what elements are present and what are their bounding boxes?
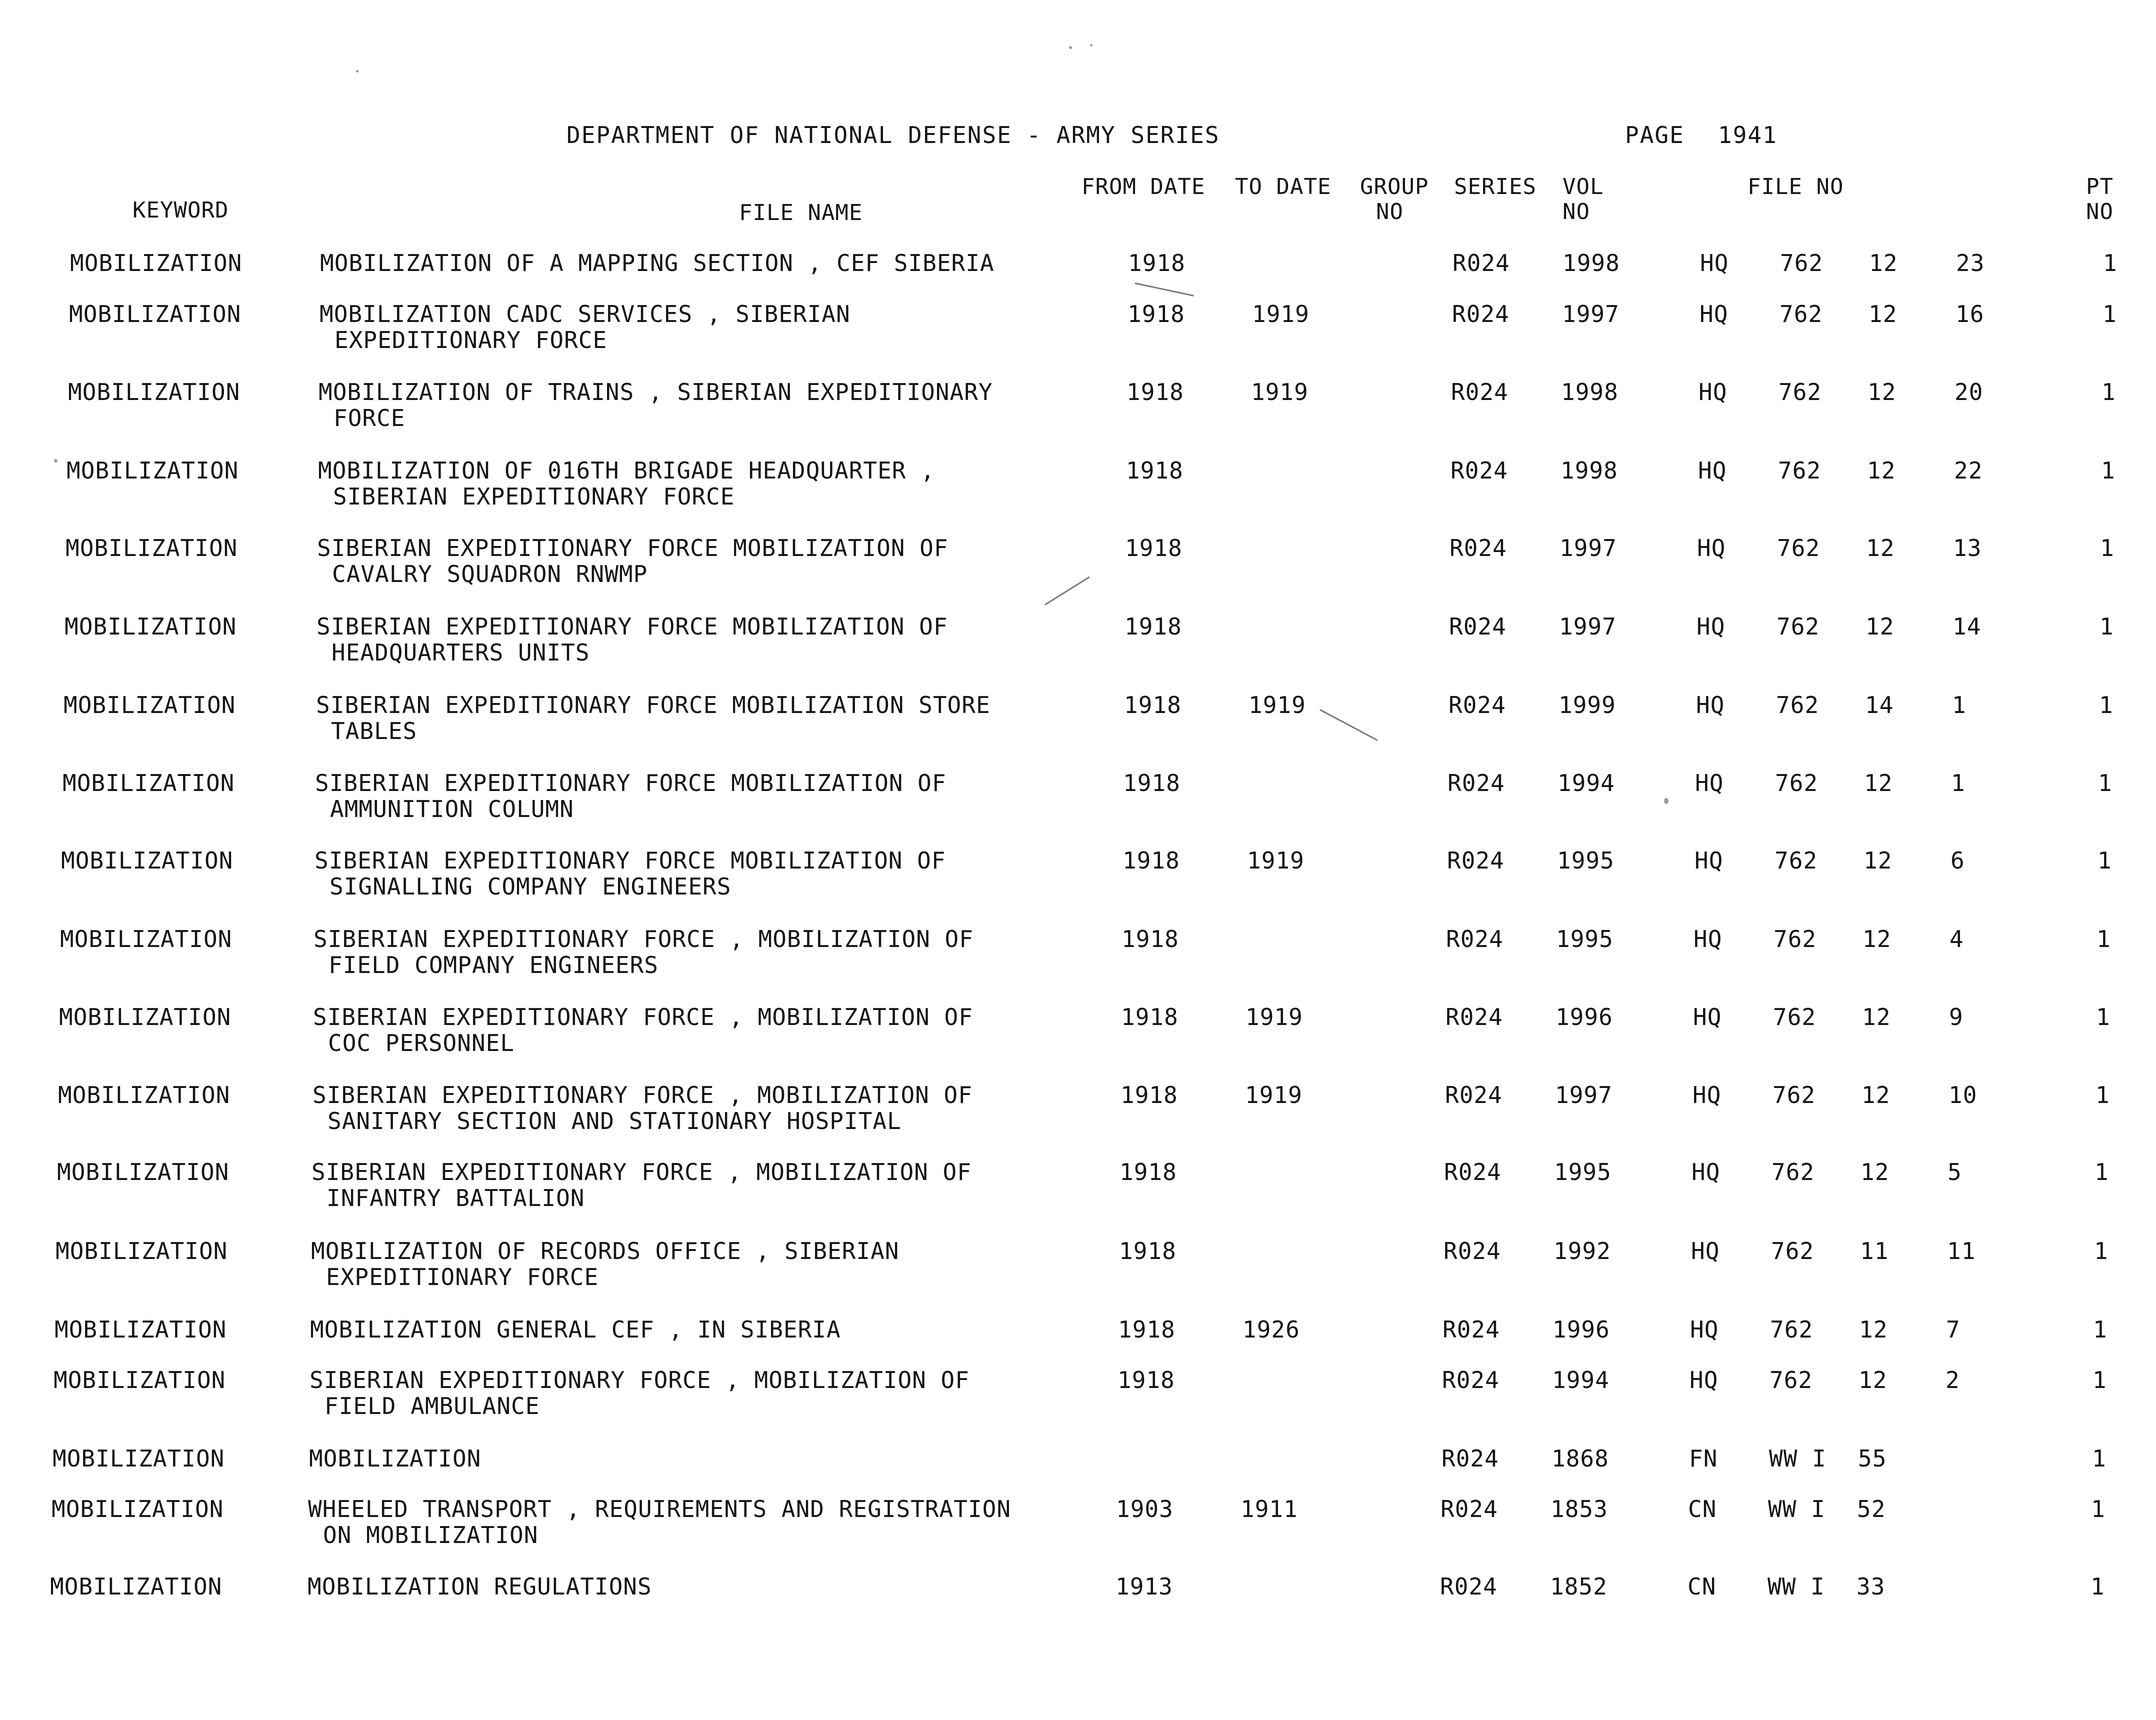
series-cell: R024 (1446, 1004, 1503, 1030)
part-no-cell: 1 (2094, 1238, 2108, 1264)
column-header-vol-no: NO (1562, 199, 1590, 224)
file-no-part2-cell: 762 (1773, 1004, 1816, 1030)
keyword-cell: MOBILIZATION (60, 926, 232, 952)
file-no-part2-cell: 762 (1772, 1082, 1816, 1108)
keyword-cell: MOBILIZATION (59, 1004, 232, 1030)
column-header-keyword: KEYWORD (132, 198, 229, 223)
series-cell: R024 (1440, 1496, 1498, 1522)
file-no-part4-cell: 23 (1956, 250, 1985, 276)
file-no-part3-cell: 12 (1859, 1316, 1888, 1343)
keyword-cell: MOBILIZATION (56, 1238, 228, 1264)
volume-cell: 1997 (1560, 534, 1617, 562)
volume-cell: 1996 (1552, 1316, 1610, 1343)
volume-cell: 1995 (1557, 847, 1614, 874)
file-no-part2-cell: 762 (1770, 1316, 1814, 1343)
scan-speck (54, 459, 58, 462)
from-date-cell: 1918 (1118, 1366, 1175, 1394)
series-cell: R024 (1450, 534, 1507, 562)
file-name-cell: SIBERIAN EXPEDITIONARY FORCE MOBILIZATION OF (314, 847, 946, 874)
from-date-cell: 1918 (1128, 250, 1186, 276)
file-no-part4-cell: 5 (1948, 1158, 1962, 1186)
file-name-cell: SIBERIAN EXPEDITIONARY FORCE , MOBILIZATION OF (310, 1366, 970, 1394)
file-name-continuation: INFANTRY BATTALION (326, 1184, 585, 1212)
file-no-part4-cell: 10 (1948, 1082, 1978, 1108)
file-name-cell: MOBILIZATION GENERAL CEF , IN SIBERIA (310, 1316, 841, 1343)
to-date-cell: 1919 (1246, 1004, 1303, 1030)
keyword-cell: MOBILIZATION (64, 613, 237, 640)
part-no-cell: 1 (2099, 692, 2114, 718)
file-no-part2-cell: 762 (1771, 1238, 1814, 1264)
from-date-cell: 1918 (1128, 300, 1185, 328)
series-cell: R024 (1452, 250, 1510, 276)
file-no-part4-cell: 1 (1951, 770, 1966, 796)
part-no-cell: 1 (2101, 457, 2116, 484)
series-cell: R024 (1446, 926, 1504, 952)
volume-cell: 1852 (1550, 1573, 1608, 1600)
part-no-cell: 1 (2094, 1158, 2109, 1186)
from-date-cell: 1918 (1123, 770, 1180, 796)
column-header-to-date: TO DATE (1235, 174, 1332, 200)
file-no-part2-cell: 762 (1770, 1366, 1813, 1394)
pen-mark (1320, 709, 1378, 741)
from-date-cell: 1918 (1120, 1158, 1177, 1186)
column-header-series: SERIES (1454, 174, 1536, 200)
from-date-cell: 1918 (1124, 692, 1182, 718)
series-cell: R024 (1451, 378, 1508, 406)
to-date-cell: 1911 (1240, 1496, 1298, 1522)
keyword-cell: MOBILIZATION (52, 1496, 224, 1522)
part-no-cell: 1 (2096, 1082, 2110, 1108)
file-no-part3-cell: 12 (1864, 770, 1893, 796)
pen-mark (1135, 282, 1194, 296)
column-header-pt-no: NO (2086, 199, 2114, 224)
file-name-cell: SIBERIAN EXPEDITIONARY FORCE MOBILIZATION OF (317, 534, 948, 562)
page-number: 1941 (1718, 122, 1778, 148)
file-no-part3-cell: 12 (1862, 1082, 1890, 1108)
file-no-part4-cell: 16 (1956, 300, 1984, 328)
file-no-prefix-cell: HQ (1693, 1004, 1722, 1030)
scan-speck (1069, 46, 1072, 49)
file-name-continuation: FIELD AMBULANCE (324, 1392, 540, 1420)
scan-speck (1090, 44, 1092, 46)
file-no-part2-cell: 762 (1778, 378, 1822, 406)
keyword-cell: MOBILIZATION (50, 1573, 222, 1600)
from-date-cell: 1918 (1122, 847, 1180, 874)
keyword-cell: MOBILIZATION (61, 847, 234, 874)
part-no-cell: 1 (2092, 1366, 2107, 1394)
file-no-part4-cell: 9 (1949, 1004, 1964, 1030)
series-cell: R024 (1445, 1082, 1502, 1108)
to-date-cell: 1919 (1252, 300, 1310, 328)
volume-cell: 1997 (1559, 613, 1616, 640)
from-date-cell: 1918 (1124, 613, 1182, 640)
file-no-part2-cell: WW I (1769, 1445, 1826, 1472)
file-no-part4-cell: 22 (1954, 457, 1983, 484)
volume-cell: 1994 (1558, 770, 1615, 796)
part-no-cell: 1 (2098, 770, 2112, 796)
file-no-part3-cell: 12 (1868, 300, 1898, 328)
file-no-prefix-cell: HQ (1696, 613, 1726, 640)
keyword-cell: MOBILIZATION (66, 534, 238, 562)
file-no-prefix-cell: HQ (1694, 926, 1722, 952)
keyword-cell: MOBILIZATION (66, 457, 239, 484)
file-no-part2-cell: 762 (1774, 926, 1817, 952)
file-no-part4-cell: 6 (1950, 847, 1965, 874)
part-no-cell: 1 (2096, 926, 2111, 952)
from-date-cell: 1918 (1119, 1238, 1176, 1264)
keyword-cell: MOBILIZATION (52, 1445, 225, 1472)
to-date-cell: 1919 (1251, 378, 1308, 406)
part-no-cell: 1 (2103, 250, 2118, 276)
file-no-part2-cell: 762 (1780, 250, 1824, 276)
file-no-part2-cell: 762 (1772, 1158, 1815, 1186)
file-name-continuation: FORCE (334, 404, 406, 432)
file-no-part2-cell: 762 (1780, 300, 1823, 328)
keyword-cell: MOBILIZATION (70, 250, 242, 276)
file-no-part4-cell: 20 (1954, 378, 1984, 406)
file-no-prefix-cell: HQ (1692, 1082, 1722, 1108)
file-no-part3-cell: 12 (1864, 847, 1892, 874)
file-no-part3-cell: 12 (1860, 1158, 1890, 1186)
file-no-part3-cell: 12 (1866, 534, 1895, 562)
document-title: DEPARTMENT OF NATIONAL DEFENSE - ARMY SERIES (566, 122, 1220, 148)
keyword-cell: MOBILIZATION (54, 1366, 226, 1394)
volume-cell: 1995 (1556, 926, 1614, 952)
keyword-cell: MOBILIZATION (62, 770, 235, 796)
from-date-cell: 1918 (1126, 378, 1184, 406)
file-name-cell: SIBERIAN EXPEDITIONARY FORCE , MOBILIZATION OF (313, 1004, 973, 1030)
from-date-cell: 1918 (1121, 1004, 1178, 1030)
series-cell: R024 (1447, 847, 1504, 874)
from-date-cell: 1918 (1125, 534, 1182, 562)
volume-cell: 1996 (1556, 1004, 1613, 1030)
file-no-prefix-cell: HQ (1698, 457, 1727, 484)
part-no-cell: 1 (2092, 1445, 2106, 1472)
file-no-prefix-cell: HQ (1697, 534, 1726, 562)
from-date-cell: 1918 (1122, 926, 1179, 952)
file-no-prefix-cell: FN (1689, 1445, 1718, 1472)
part-no-cell: 1 (2100, 534, 2114, 562)
from-date-cell: 1918 (1118, 1316, 1176, 1343)
file-no-prefix-cell: HQ (1690, 1316, 1719, 1343)
file-no-part3-cell: 14 (1865, 692, 1894, 718)
file-no-prefix-cell: HQ (1696, 692, 1725, 718)
file-no-part3-cell: 12 (1869, 250, 1898, 276)
pen-mark (1044, 576, 1090, 606)
file-no-prefix-cell: HQ (1700, 300, 1728, 328)
file-no-prefix-cell: HQ (1692, 1158, 1720, 1186)
series-cell: R024 (1444, 1238, 1501, 1264)
file-no-part3-cell: 12 (1866, 613, 1894, 640)
volume-cell: 1998 (1561, 378, 1618, 406)
file-no-part2-cell: 762 (1776, 692, 1820, 718)
file-no-prefix-cell: CN (1688, 1573, 1716, 1600)
column-header-from-date: FROM DATE (1082, 174, 1206, 200)
volume-cell: 1868 (1552, 1445, 1609, 1472)
file-name-continuation: CAVALRY SQUADRON RNWMP (332, 560, 648, 588)
file-name-cell: WHEELED TRANSPORT , REQUIREMENTS AND REGISTRATION (308, 1496, 1012, 1522)
file-no-part3-cell: 52 (1857, 1496, 1886, 1522)
file-no-prefix-cell: CN (1688, 1496, 1717, 1522)
file-name-continuation: TABLES (331, 718, 418, 744)
file-name-cell: MOBILIZATION CADC SERVICES , SIBERIAN (320, 300, 850, 328)
file-name-cell: SIBERIAN EXPEDITIONARY FORCE , MOBILIZATION OF (312, 1082, 972, 1108)
volume-cell: 1992 (1554, 1238, 1611, 1264)
column-header-vol: VOL (1562, 174, 1604, 200)
file-no-prefix-cell: HQ (1694, 847, 1724, 874)
file-name-cell: MOBILIZATION OF RECORDS OFFICE , SIBERIAN (311, 1238, 900, 1264)
file-name-cell: MOBILIZATION OF TRAINS , SIBERIAN EXPEDITIONARY (318, 378, 993, 406)
file-name-continuation: FIELD COMPANY ENGINEERS (328, 952, 658, 978)
part-no-cell: 1 (2090, 1573, 2105, 1600)
column-header-group-no: NO (1376, 199, 1404, 224)
series-cell: R024 (1442, 1445, 1499, 1472)
file-no-part2-cell: 762 (1775, 770, 1818, 796)
from-date-cell: 1903 (1116, 1496, 1174, 1522)
file-name-continuation: HEADQUARTERS UNITS (332, 639, 590, 666)
keyword-cell: MOBILIZATION (58, 1082, 230, 1108)
file-name-cell: SIBERIAN EXPEDITIONARY FORCE MOBILIZATION OF (315, 770, 946, 796)
file-name-cell: SIBERIAN EXPEDITIONARY FORCE , MOBILIZATION OF (312, 1158, 972, 1186)
part-no-cell: 1 (2102, 378, 2116, 406)
page-label: PAGE (1625, 122, 1684, 148)
file-no-part3-cell: 12 (1867, 457, 1896, 484)
volume-cell: 1853 (1550, 1496, 1608, 1522)
series-cell: R024 (1450, 457, 1508, 484)
series-cell: R024 (1448, 692, 1506, 718)
column-header-file-name: FILE NAME (739, 200, 863, 226)
file-name-continuation: EXPEDITIONARY FORCE (334, 326, 608, 354)
file-no-prefix-cell: HQ (1690, 1366, 1718, 1394)
file-name-continuation: ON MOBILIZATION (323, 1522, 538, 1548)
file-name-cell: MOBILIZATION OF A MAPPING SECTION , CEF SIBERIA (320, 250, 994, 276)
series-cell: R024 (1442, 1316, 1500, 1343)
file-no-part4-cell: 4 (1950, 926, 1964, 952)
volume-cell: 1997 (1555, 1082, 1612, 1108)
volume-cell: 1995 (1554, 1158, 1612, 1186)
file-no-part2-cell: 762 (1778, 457, 1822, 484)
keyword-cell: MOBILIZATION (68, 378, 240, 406)
file-name-cell: SIBERIAN EXPEDITIONARY FORCE MOBILIZATION STORE (316, 692, 990, 718)
file-no-part3-cell: 33 (1856, 1573, 1886, 1600)
file-no-prefix-cell: HQ (1695, 770, 1724, 796)
file-name-cell: SIBERIAN EXPEDITIONARY FORCE , MOBILIZATION OF (314, 926, 974, 952)
series-cell: R024 (1440, 1573, 1498, 1600)
part-no-cell: 1 (2102, 300, 2117, 328)
series-cell: R024 (1452, 300, 1510, 328)
scan-speck (1664, 798, 1668, 804)
to-date-cell: 1919 (1245, 1082, 1302, 1108)
file-no-prefix-cell: HQ (1698, 378, 1728, 406)
keyword-cell: MOBILIZATION (64, 692, 236, 718)
file-name-cell: SIBERIAN EXPEDITIONARY FORCE MOBILIZATION OF (316, 613, 948, 640)
volume-cell: 1997 (1562, 300, 1620, 328)
file-no-part4-cell: 2 (1946, 1366, 1960, 1394)
file-no-prefix-cell: HQ (1691, 1238, 1720, 1264)
file-no-prefix-cell: HQ (1700, 250, 1729, 276)
file-no-part2-cell: WW I (1768, 1496, 1826, 1522)
keyword-cell: MOBILIZATION (57, 1158, 230, 1186)
file-name-continuation: AMMUNITION COLUMN (330, 796, 574, 822)
file-no-part2-cell: 762 (1777, 534, 1820, 562)
volume-cell: 1994 (1552, 1366, 1610, 1394)
file-name-continuation: SIBERIAN EXPEDITIONARY FORCE (333, 483, 735, 510)
file-name-cell: MOBILIZATION REGULATIONS (308, 1573, 652, 1600)
part-no-cell: 1 (2091, 1496, 2106, 1522)
part-no-cell: 1 (2093, 1316, 2108, 1343)
column-header-pt: PT (2086, 174, 2114, 200)
column-header-group: GROUP (1360, 174, 1429, 200)
series-cell: R024 (1448, 770, 1505, 796)
file-name-continuation: SANITARY SECTION AND STATIONARY HOSPITAL (328, 1108, 902, 1134)
file-no-part3-cell: 55 (1858, 1445, 1887, 1472)
from-date-cell: 1918 (1126, 457, 1184, 484)
from-date-cell: 1913 (1116, 1573, 1173, 1600)
from-date-cell: 1918 (1120, 1082, 1178, 1108)
scan-speck (356, 70, 358, 72)
file-name-cell: MOBILIZATION OF 016TH BRIGADE HEADQUARTER , (318, 457, 935, 484)
part-no-cell: 1 (2096, 1004, 2110, 1030)
to-date-cell: 1919 (1247, 847, 1304, 874)
file-no-part4-cell: 11 (1947, 1238, 1976, 1264)
file-no-part3-cell: 12 (1862, 1004, 1891, 1030)
volume-cell: 1998 (1560, 457, 1618, 484)
series-cell: R024 (1444, 1158, 1502, 1186)
file-no-part4-cell: 7 (1946, 1316, 1960, 1343)
file-no-part3-cell: 12 (1862, 926, 1892, 952)
file-no-part3-cell: 11 (1860, 1238, 1889, 1264)
keyword-cell: MOBILIZATION (54, 1316, 227, 1343)
part-no-cell: 1 (2098, 847, 2112, 874)
file-no-part2-cell: 762 (1776, 613, 1820, 640)
file-no-part4-cell: 1 (1952, 692, 1966, 718)
series-cell: R024 (1449, 613, 1506, 640)
volume-cell: 1999 (1558, 692, 1616, 718)
file-name-continuation: COC PERSONNEL (328, 1030, 515, 1056)
file-no-part2-cell: WW I (1768, 1573, 1825, 1600)
file-no-part2-cell: 762 (1774, 847, 1818, 874)
file-no-part4-cell: 13 (1953, 534, 1982, 562)
keyword-cell: MOBILIZATION (69, 300, 242, 328)
file-name-cell: MOBILIZATION (309, 1445, 482, 1472)
file-name-continuation: EXPEDITIONARY FORCE (326, 1264, 599, 1290)
volume-cell: 1998 (1562, 250, 1620, 276)
to-date-cell: 1919 (1248, 692, 1306, 718)
column-header-file-no: FILE NO (1748, 174, 1844, 200)
part-no-cell: 1 (2100, 613, 2114, 640)
file-no-part4-cell: 14 (1952, 613, 1982, 640)
to-date-cell: 1926 (1242, 1316, 1300, 1343)
file-no-part3-cell: 12 (1868, 378, 1896, 406)
file-name-continuation: SIGNALLING COMPANY ENGINEERS (330, 873, 732, 900)
file-no-part3-cell: 12 (1858, 1366, 1888, 1394)
series-cell: R024 (1442, 1366, 1500, 1394)
